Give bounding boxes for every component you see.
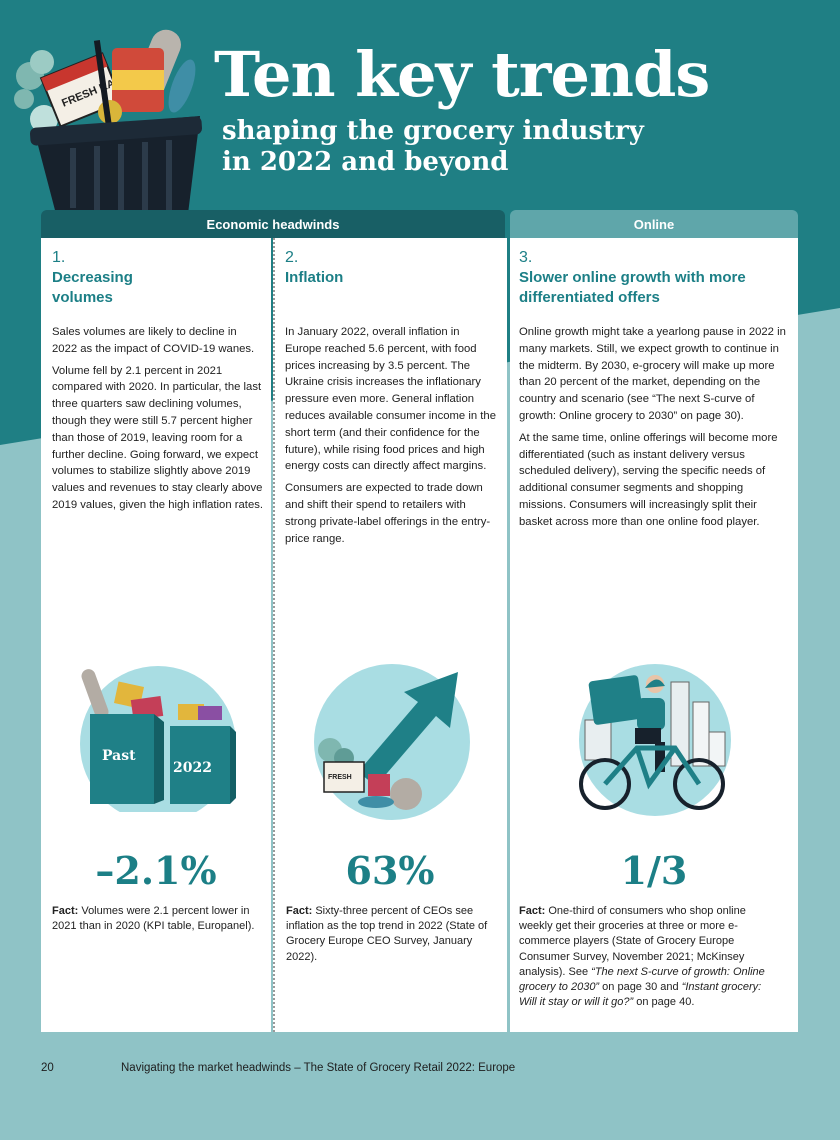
- fact-label: Fact:: [52, 905, 79, 917]
- trend-paragraph: Consumers are expected to trade down and shift their spend to retailers with strong private-label offerings in the entry-price range.: [285, 482, 491, 545]
- trend-paragraph: Online growth might take a yearlong pause in 2022 in many markets. Still, we expect growth to continue in the midterm. By 2030, e-grocery will make up more than 20 percent of the market, depending on the country and scenario (see “The next S-curve of growth: Online grocery to 2030” on page 30).: [519, 326, 786, 422]
- trend-paragraph: Sales volumes are likely to decline in 2022 as the impact of COVID-19 wanes.: [52, 326, 255, 355]
- trend-3-fact: [519, 904, 781, 1010]
- trend-heading-line: Slower online growth with more: [519, 269, 746, 286]
- trend-3-heading-block: [519, 248, 789, 308]
- bag-label-past: Past: [102, 748, 136, 764]
- trend-paragraph: Volume fell by 2.1 percent in 2021 compared with 2020. In particular, the last three quarters saw declining volumes, though they were still 5.7 percent higher than those of 2019, leaving room for a further decline. Going forward, we expect volumes to stabilize slightly above 2019 values and revenues to stay clearly above 2019 values, given the high inflation rates.: [52, 364, 264, 511]
- inflation-arrow-illustration: [310, 662, 472, 822]
- delivery-cyclist-illustration: [575, 662, 735, 822]
- ravioli-box-label: FRESH: [60, 84, 100, 110]
- page-number: 20: [41, 1062, 54, 1074]
- trend-number: 1.: [52, 249, 66, 266]
- fact-reference-link[interactable]: “The next S-curve of growth: Online grocery to 2030”: [519, 965, 765, 994]
- trend-heading-line: volumes: [52, 289, 113, 306]
- trend-2-heading-block: [285, 248, 495, 288]
- trend-heading: [52, 268, 262, 308]
- subtitle-line-1: shaping the grocery industry: [222, 116, 644, 146]
- footer-text: Navigating the market headwinds – The State of Grocery Retail 2022: Europe: [121, 1062, 516, 1074]
- fact-label: Fact:: [519, 905, 546, 917]
- fact-text: on page 40.: [633, 996, 695, 1009]
- section-header-online: Online: [510, 210, 798, 238]
- trend-heading-line: Decreasing: [52, 269, 133, 286]
- trend-3-stat: 1/3: [620, 848, 688, 893]
- bag-label-2022: 2022: [173, 760, 212, 776]
- page-title: Ten key trends: [214, 38, 710, 111]
- fact-text: on page 30 and: [599, 981, 682, 994]
- trend-heading-line: differentiated offers: [519, 289, 660, 306]
- trend-1-stat: –2.1%: [95, 848, 217, 893]
- page-subtitle: [222, 116, 644, 178]
- trend-number: 3.: [519, 249, 533, 266]
- trend-2-fact: [286, 904, 498, 965]
- trend-number: 2.: [285, 249, 299, 266]
- trend-paragraph: At the same time, online offerings will become more differentiated (such as instant delivery versus scheduled delivery), serving the specific needs of additional consumer segments and shopping missions. Consumers will increasingly split their basket across more than one online food player.: [519, 431, 778, 528]
- trend-1-heading-block: [52, 248, 262, 308]
- trend-heading: [285, 268, 495, 288]
- shopping-bags-illustration: [78, 662, 240, 812]
- fact-text: One-third of consumers who shop online weekly get their groceries at three or more e-commerce players (State of Grocery Europe Consumer Survey, November 2021; McKinsey analysis). See: [519, 905, 746, 978]
- fact-text: Volumes were 2.1 percent lower in 2021 than in 2020 (KPI table, Europanel).: [52, 905, 255, 933]
- trend-3-body: [519, 324, 791, 536]
- fresh-box-label: FRESH: [328, 774, 352, 781]
- trend-1-fact: [52, 904, 262, 934]
- subtitle-line-2: in 2022 and beyond: [222, 147, 509, 177]
- trend-1-body: [52, 324, 264, 519]
- fact-label: Fact:: [286, 905, 313, 917]
- trend-2-stat: 63%: [345, 848, 435, 893]
- fact-text: Sixty-three percent of CEOs see inflation as the top trend in 2022 (State of Grocery Europe CEO Survey, January 2022).: [286, 905, 488, 963]
- trend-2-body: [285, 324, 499, 552]
- trend-heading-line: Inflation: [285, 269, 344, 286]
- trend-heading: [519, 268, 789, 308]
- fact-reference-link[interactable]: “Instant grocery: Will it stay or will it go?”: [519, 981, 762, 1009]
- grocery-basket-illustration: [12, 24, 207, 214]
- section-header-economic-headwinds: Economic headwinds: [41, 210, 505, 238]
- trend-paragraph: In January 2022, overall inflation in Europe reached 5.6 percent, with food prices increasing by 3.5 percent. The Ukraine crisis increases the inflationary pressure even more. General inflation reduces available consumer income in the short term (and their confidence for the future), while rising food prices and high energy costs can directly affect margins.: [285, 326, 496, 473]
